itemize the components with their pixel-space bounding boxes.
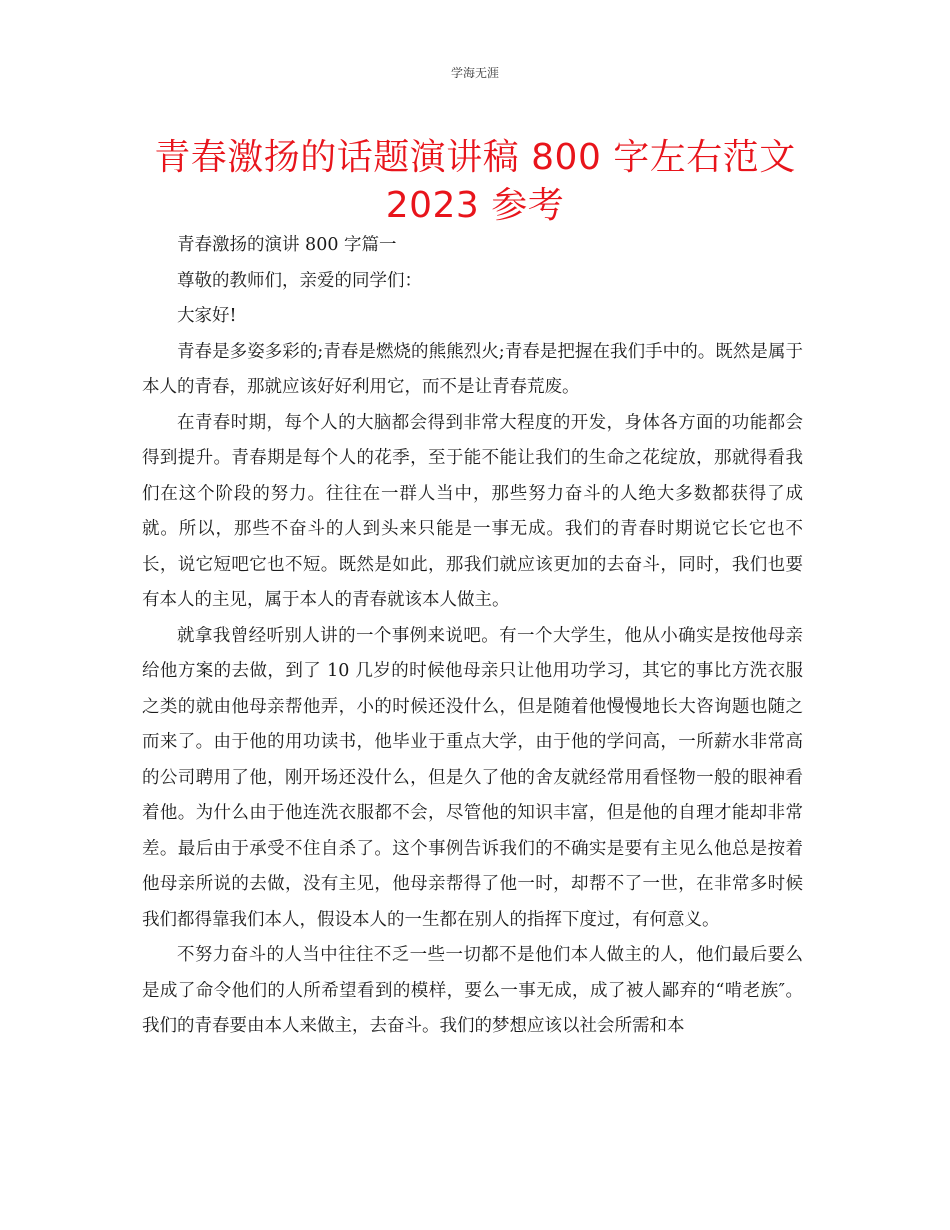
paragraph: 不努力奋斗的人当中往往不乏一些一切都不是他们本人做主的人，他们最后要么是成了命令他们的人所希望看到的模样，要么一事无成，成了被人鄙弃的“啃老族″。我们的青春要由本人来做主，去奋斗。我们的梦想应该以社会所需和本	[142, 945, 803, 1036]
title-line-2: 2023 参考	[385, 185, 565, 226]
paragraph: 青春是多姿多彩的;青春是燃烧的熊熊烈火;青春是把握在我们手中的。既然是属于本人的青春，那就应该好好利用它，而不是让青春荒废。	[142, 341, 803, 397]
document-title	[150, 134, 800, 230]
paragraph: 在青春时期，每个人的大脑都会得到非常大程度的开发，身体各方面的功能都会得到提升。青春期是每个人的花季，至于能不能让我们的生命之花绽放，那就得看我们在这个阶段的努力。往往在一群人当中，那些努力奋斗的人绝大多数都获得了成就。所以，那些不奋斗的人到头来只能是一事无成。我们的青春时期说它长它也不长，说它短吧它也不短。既然是如此，那我们就应该更加的去奋斗，同时，我们也要有本人的主见，属于本人的青春就该本人做主。	[142, 412, 803, 610]
document-body	[142, 228, 803, 1045]
title-line-1: 青春激扬的话题演讲稿 800 字左右范文	[154, 137, 796, 178]
page-header: 学海无涯	[450, 66, 499, 80]
salutation: 尊敬的教师们，亲爱的同学们：	[177, 270, 422, 291]
paragraph: 就拿我曾经听别人讲的一个事例来说吧。有一个大学生，他从小确实是按他母亲给他方案的去做，到了 10 几岁的时候他母亲只让他用功学习，其它的事比方洗衣服之类的就由他母亲帮他弄，小的时候还没什么，但是随着他慢慢地长大咨询题也随之而来了。由于他的用功读书，他毕业于重点大学，由于他的学问高，一所薪水非常高的公司聘用了他，刚开场还没什么，但是久了他的舍友就经常用看怪物一般的眼神看着他。为什么由于他连洗衣服都不会，尽管他的知识丰富，但是他的自理才能却非常差。最后由于承受不住自杀了。这个事例告诉我们的不确实是要有主见么他总是按着他母亲所说的去做，没有主见，他母亲帮得了他一时，却帮不了一世，在非常多时候我们都得靠我们本人，假设本人的一生都在别人的指挥下度过，有何意义。	[142, 625, 803, 930]
section-heading: 青春激扬的演讲 800 字篇一	[177, 235, 397, 255]
greeting: 大家好!	[177, 306, 237, 326]
